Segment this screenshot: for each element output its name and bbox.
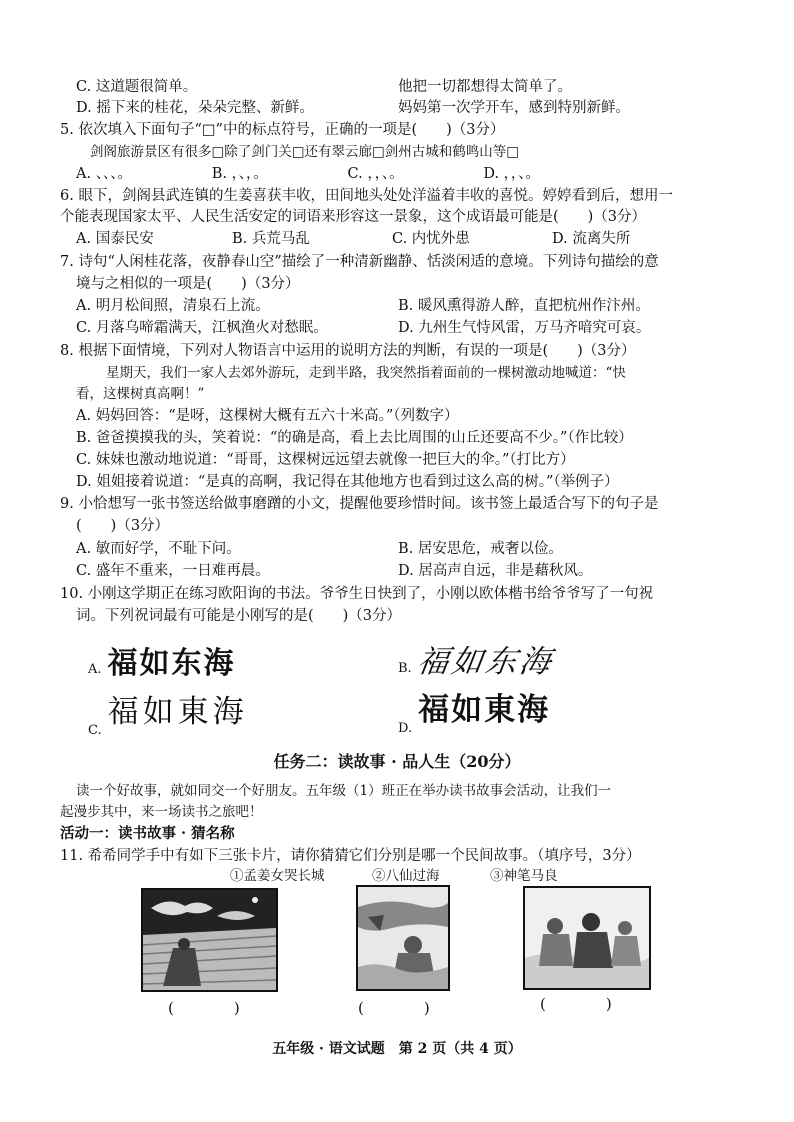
calligraphy-option-c-label: C. — [88, 723, 102, 738]
question-10-line1: 10. 小刚这学期正在练习欧阳询的书法。爷爷生日快到了，小刚以欧体楷书给爷爷写了一句祝 — [60, 586, 654, 602]
calligraphy-option-b-text: 福如东海 — [414, 644, 556, 680]
question-7-option-c: C. 月落乌啼霜满天，江枫渔火对愁眠。 — [76, 320, 328, 336]
story-option-1: ①孟姜女哭长城 — [230, 868, 325, 884]
question-5-options: A. 、、、。 B. ，、，。 C. ，，、。 D. ，，、。 — [76, 166, 540, 182]
task2-intro-line1: 读一个好故事，就如同交一个好朋友。五年级（1）班正在举办读书故事会活动，让我们一 — [76, 783, 612, 799]
great-wall-illustration — [143, 890, 276, 990]
task2-intro-line2: 起漫步其中，来一场读书之旅吧！ — [60, 804, 263, 820]
question-8-scene-line1: 星期天，我们一家人去郊外游玩，走到半路，我突然指着面前的一棵树激动地喊道：“快 — [106, 365, 626, 381]
question-9-line2: ( )（3分） — [76, 518, 170, 534]
question-10-line2: 词。下列祝词最有可能是小刚写的是( )（3分） — [76, 608, 402, 624]
eight-immortals-illustration — [358, 887, 448, 989]
calligraphy-option-a-label: A. — [88, 662, 102, 677]
story-option-3: ③神笔马良 — [490, 868, 558, 884]
question-8-option-c: C. 妹妹也激动地说道：“哥哥，这棵树远远望去就像一把巨大的伞。”（打比方） — [76, 452, 575, 468]
magic-brush-illustration — [525, 888, 649, 988]
calligraphy-option-a-text: 福如东海 — [107, 646, 236, 681]
question-8-option-a: A. 妈妈回答：“是呀，这棵树大概有五六十米高。”（列数字） — [76, 408, 459, 424]
activity1-title: 活动一：读书故事 · 猜名称 — [60, 825, 235, 842]
calligraphy-option-d — [398, 684, 551, 736]
q4-option-c-sentence: 他把一切都想得太简单了。 — [398, 79, 572, 95]
question-8-option-d: D. 姐姐接着说道：“是真的高啊，我记得在其他地方也看到过这么高的树。”（举例子） — [76, 474, 619, 490]
question-8-scene-line2: 看，这棵树真高啊！” — [76, 386, 205, 402]
calligraphy-option-b-label: B. — [398, 661, 412, 676]
story-card-3-image — [523, 886, 651, 990]
q4-option-d: D. 摇下来的桂花，朵朵完整、新鲜。 — [76, 100, 314, 116]
question-8: 8. 根据下面情境，下列对人物语言中运用的说明方法的判断，有误的一项是( )（3分） — [60, 343, 636, 359]
page-footer: 五年级 · 语文试题 第 2 页（共 4 页） — [272, 1041, 522, 1057]
q4-option-c: C. 这道题很简单。 — [76, 79, 198, 95]
question-9-option-d: D. 居高声自远，非是藉秋风。 — [398, 563, 593, 579]
question-5-sentence: 剑阁旅游景区有很多□除了剑门关□还有翠云廊□剑州古城和鹤鸣山等□ — [90, 144, 520, 160]
answer-blank-card-2[interactable]: ( ) — [358, 999, 430, 1017]
answer-blank-card-3[interactable]: ( ) — [540, 995, 612, 1013]
question-7-line2: 境与之相似的一项是( )（3分） — [76, 276, 300, 292]
calligraphy-option-b — [398, 636, 554, 681]
calligraphy-option-d-text: 福如東海 — [418, 692, 551, 728]
question-8-option-b: B. 爸爸摸摸我的头，笑着说：“的确是高，看上去比周围的山丘还要高不少。”（作比较） — [76, 430, 633, 446]
calligraphy-option-d-label: D. — [398, 721, 413, 736]
question-7-option-a: A. 明月松间照，清泉石上流。 — [76, 298, 270, 314]
q4-option-d-sentence: 妈妈第一次学开车，感到特别新鲜。 — [398, 100, 630, 116]
story-card-2-image — [356, 885, 450, 991]
question-6-line1: 6. 眼下，剑阁县武连镇的生姜喜获丰收，田间地头处处洋溢着丰收的喜悦。婷婷看到后，想用一 — [60, 188, 673, 204]
question-9-option-a: A. 敏而好学，不耻下问。 — [76, 541, 241, 557]
calligraphy-option-a — [88, 638, 236, 682]
question-7-option-b: B. 暖风熏得游人醉，直把杭州作汴州。 — [398, 298, 650, 314]
question-7-line1: 7. 诗句“人闲桂花落，夜静春山空”描绘了一种清新幽静、恬淡闲适的意境。下列诗句描绘的意 — [60, 254, 659, 270]
question-9-option-b: B. 居安思危，戒奢以俭。 — [398, 541, 563, 557]
story-card-1-image — [141, 888, 278, 992]
calligraphy-option-c-text: 福如東海 — [107, 694, 248, 729]
question-7-option-d: D. 九州生气恃风雷，万马齐喑究可哀。 — [398, 320, 651, 336]
question-6-option-c: C. 内忧外患 — [392, 231, 470, 247]
question-6-line2: 个能表现国家太平、人民生活安定的词语来形容这一景象，这个成语最可能是( )（3分） — [60, 209, 647, 225]
calligraphy-option-c — [88, 686, 248, 738]
question-6-option-a: A. 国泰民安 — [76, 231, 154, 247]
question-9-line1: 9. 小恰想写一张书签送给做事磨蹭的小文，提醒他要珍惜时间。该书签上最适合写下的句子是 — [60, 496, 659, 512]
question-6-option-d: D. 流离失所 — [552, 231, 631, 247]
story-option-2: ②八仙过海 — [372, 868, 440, 884]
answer-blank-card-1[interactable]: ( ) — [168, 999, 240, 1017]
question-11: 11. 希希同学手中有如下三张卡片，请你猜猜它们分别是哪一个民间故事。（填序号，3分） — [60, 848, 641, 864]
task2-title: 任务二：读故事 · 品人生（20分） — [273, 752, 521, 771]
question-6-option-b: B. 兵荒马乱 — [232, 231, 310, 247]
question-9-option-c: C. 盛年不重来，一日难再晨。 — [76, 563, 270, 579]
question-5: 5. 依次填入下面句子“□”中的标点符号，正确的一项是( )（3分） — [60, 122, 505, 138]
